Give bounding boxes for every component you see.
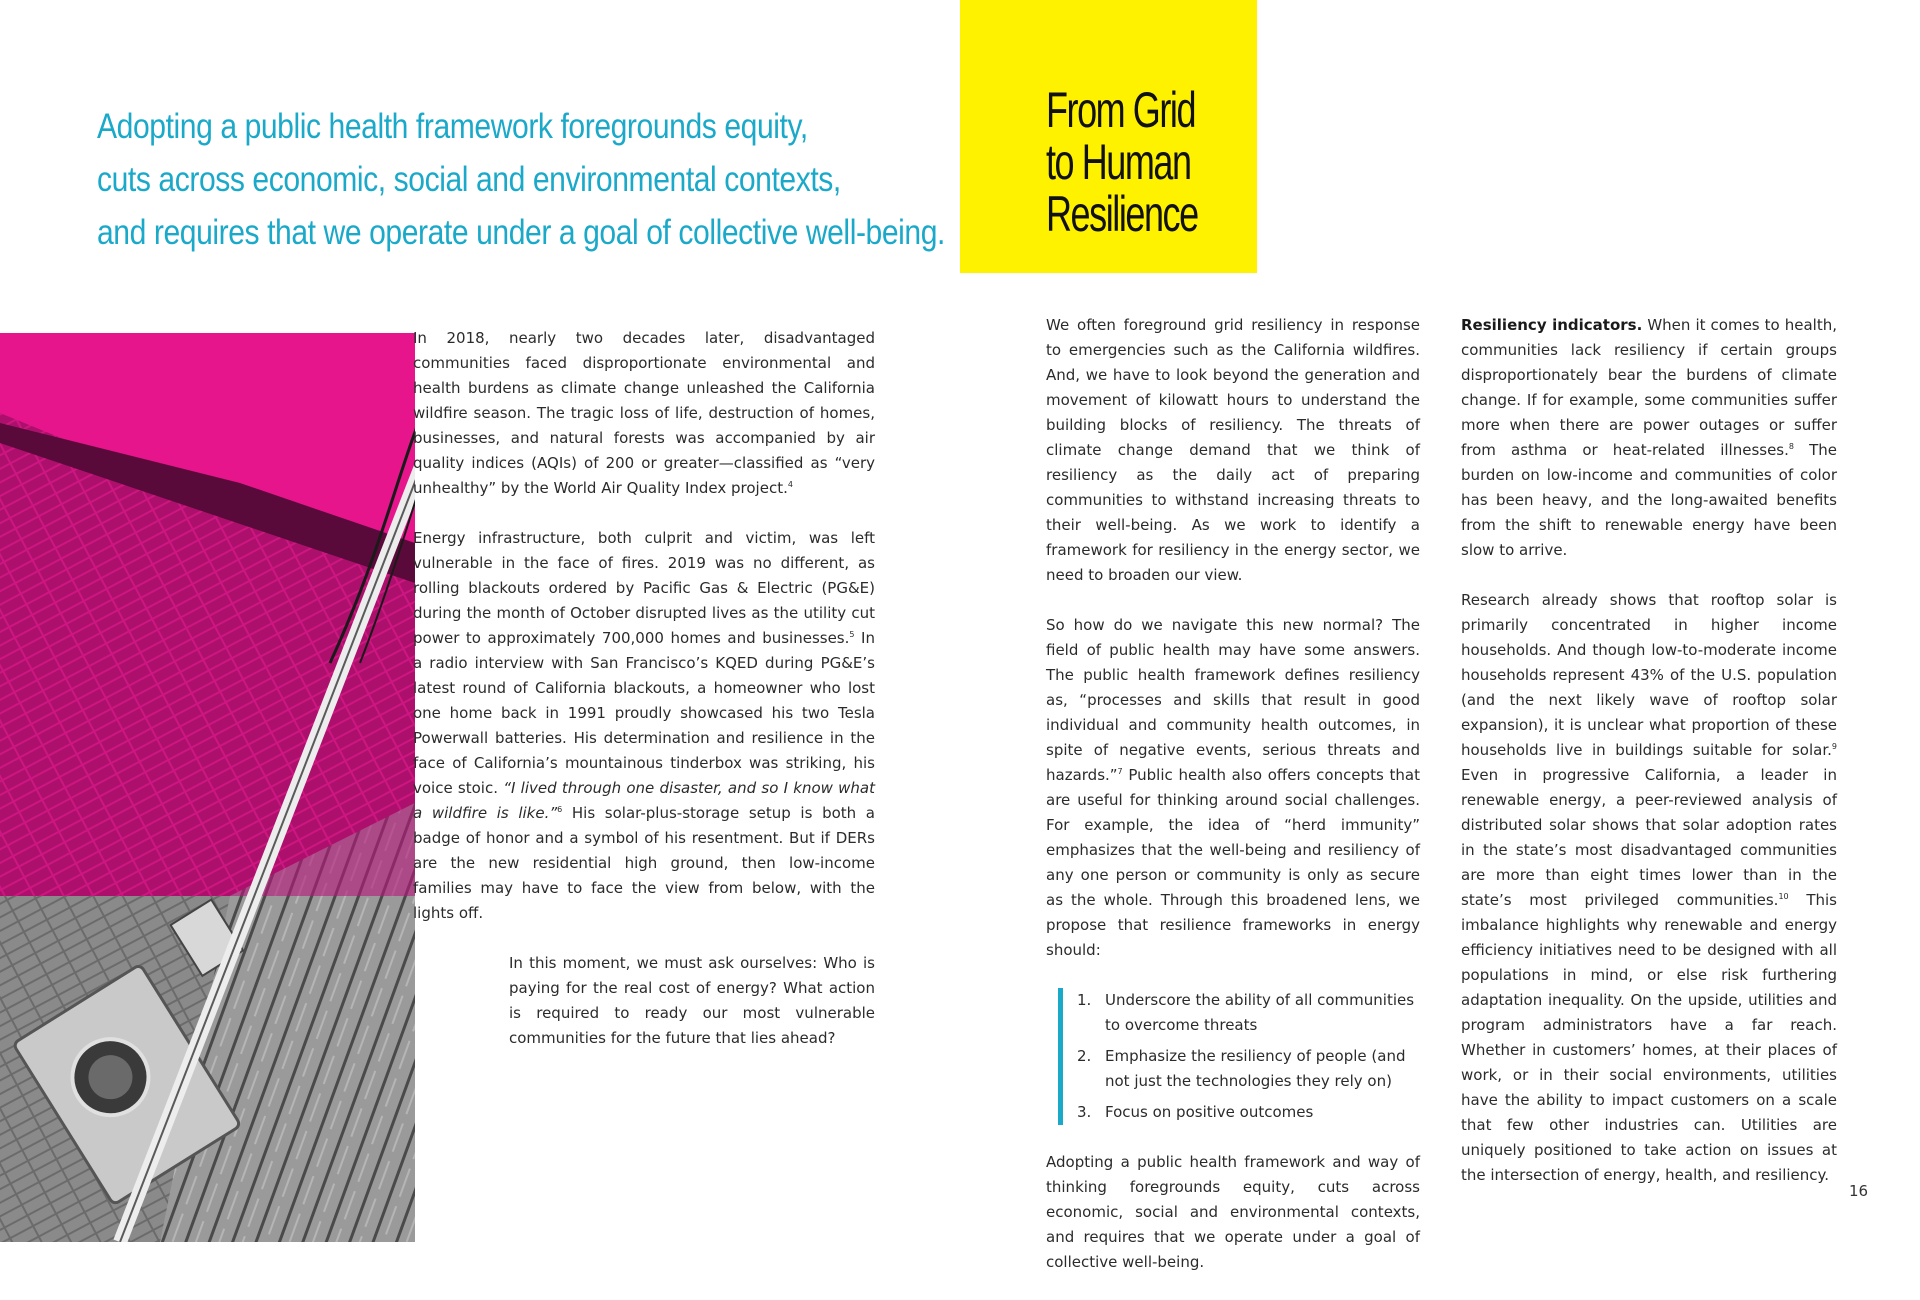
section-title-box xyxy=(960,0,1257,273)
paragraph-text: Public health also offers concepts that are useful for thinking around social challenges. For example, the idea of “herd immunity” emphasizes that the well-being and resiliency of any one person or community is only as secure as the whole. Through this broadened lens, we propose that resilience frameworks in energy should: xyxy=(1046,766,1420,959)
paragraph xyxy=(1461,588,1837,1188)
paragraph-text: The burden on low-income and communities of color has been heavy, and the long-awaited benefits from the shift to renewable energy have been slow to arrive. xyxy=(1461,441,1838,559)
paragraph xyxy=(509,951,875,1051)
numbered-list xyxy=(1058,988,1420,1125)
quote-text: “I lived through one disaster, and so I know what a wildfire is like.” xyxy=(413,779,875,822)
paragraph-text: Adopting a public health framework and way of thinking foregrounds equity, cuts across economic, social and environmental contexts, and requires that we operate under a goal of collective well-being. xyxy=(1046,1153,1420,1271)
paragraph xyxy=(1046,1150,1420,1275)
footnote-marker: 8 xyxy=(1788,442,1794,451)
pull-quote-line: Adopting a public health framework foregrounds equity, xyxy=(97,107,808,146)
paragraph-text: In this moment, we must ask ourselves: Who is paying for the real cost of energy? What action is required to ready our most vulnerable communities for the future that lies ahead? xyxy=(509,954,875,1047)
list-item xyxy=(1077,988,1420,1038)
right-text-column xyxy=(1461,313,1837,1213)
paragraph-text: When it comes to health, communities lack resiliency if certain groups disproportionately bear the burdens of climate change. If for example, some communities suffer more when there are power outages or suffer from asthma or heat-related illnesses. xyxy=(1461,316,1837,459)
list-number: 3. xyxy=(1077,1103,1092,1121)
paragraph xyxy=(413,326,875,501)
footnote-marker: 4 xyxy=(787,480,793,489)
footnote-marker: 10 xyxy=(1778,892,1789,901)
section-title-line: From Grid xyxy=(1046,82,1196,138)
paragraph-text: Even in progressive California, a leader in renewable energy, a peer-reviewed analysis of distributed solar shows that solar adoption rates in the state’s most disadvantaged communities are more than eight times lower than in the state’s most privileged communities. xyxy=(1461,766,1837,909)
pull-quote-line: cuts across economic, social and environmental contexts, xyxy=(97,160,841,199)
pull-quote xyxy=(97,100,945,259)
list-number: 1. xyxy=(1077,991,1092,1009)
paragraph-text: We often foreground grid resiliency in response to emergencies such as the California wildfires. And, we have to look beyond the generation and movement of kilowatt hours to understand the building blocks of resiliency. The threats of climate change demand that we think of resiliency as the daily act of preparing communities to withstand increasing threats to their well-being. As we work to identify a framework for resiliency in the energy sector, we need to broaden our view. xyxy=(1046,316,1420,584)
paragraph-text: His solar-plus-storage setup is both a badge of honor and a symbol of his resentment. But if DERs are the new residential high ground, then low-income families may have to face the view from below, with the lights off. xyxy=(413,804,875,922)
paragraph xyxy=(1046,313,1420,588)
footnote-marker: 7 xyxy=(1117,767,1123,776)
subheading: Resiliency indicators. xyxy=(1461,316,1643,334)
section-title-line: to Human xyxy=(1046,134,1191,190)
paragraph-text: In a radio interview with San Francisco’s KQED during PG&E’s latest round of California blackouts, a homeowner who lost one home back in 1991 proudly showcased his two Tesla Powerwall batteries. His determination and resilience in the face of California’s mountainous tinderbox was striking, his voice stoic. xyxy=(413,629,875,797)
paragraph-text: So how do we navigate this new normal? The field of public health may have some answers. The public health framework defines resiliency as, “processes and skills that result in good individual and community health outcomes, in spite of negative events, serious threats and hazards.” xyxy=(1046,616,1420,784)
left-text-column xyxy=(413,326,875,1076)
footnote-marker: 5 xyxy=(849,630,855,639)
footnote-marker: 9 xyxy=(1831,742,1837,751)
paragraph xyxy=(413,526,875,926)
pull-quote-line: and requires that we operate under a goal of collective well-being. xyxy=(97,213,945,252)
paragraph-text: Energy infrastructure, both culprit and victim, was left vulnerable in the face of fires. 2019 was no different, as rolling blackouts ordered by Pacific Gas & Electric (PG&E) during the month of October disrupted lives as the utility cut power to approximately 700,000 homes and businesses. xyxy=(413,529,875,647)
paragraph xyxy=(1046,613,1420,963)
list-text: Emphasize the resiliency of people (and not just the technologies they rely on) xyxy=(1105,1047,1406,1090)
list-item xyxy=(1077,1100,1420,1125)
list-item xyxy=(1077,1044,1420,1094)
utility-pole-photo xyxy=(0,333,415,1242)
list-text: Underscore the ability of all communities to overcome threats xyxy=(1105,991,1415,1034)
middle-text-column xyxy=(1046,313,1420,1300)
paragraph-text: Research already shows that rooftop solar is primarily concentrated in higher income households. And though low-to-moderate income households represent 43% of the U.S. population (and the next likely wave of rooftop solar expansion), it is unclear what proportion of these households live in buildings suitable for solar. xyxy=(1461,591,1837,759)
paragraph-text: In 2018, nearly two decades later, disadvantaged communities faced disproportionate environmental and health burdens as climate change unleashed the California wildfire season. The tragic loss of life, destruction of homes, businesses, and natural forests was accompanied by air quality indices (AQIs) of 200 or greater—classified as “very unhealthy” by the World Air Quality Index project. xyxy=(413,329,875,497)
page-number: 16 xyxy=(1849,1182,1869,1200)
paragraph xyxy=(1461,313,1837,563)
paragraph-text: This imbalance highlights why renewable and energy efficiency initiatives need to be designed with all populations in mind, or else risk furthering adaptation inequality. On the upside, utilities and program administrators have a far reach. Whether in customers’ homes, at their places of work, or in their social environments, utilities have the ability to impact customers on a scale that few other industries can. Utilities are uniquely positioned to take action on issues at the intersection of energy, health, and resiliency. xyxy=(1461,891,1837,1184)
section-title xyxy=(1046,84,1198,240)
list-number: 2. xyxy=(1077,1047,1092,1065)
footnote-marker: 6 xyxy=(557,805,563,814)
section-title-line: Resilience xyxy=(1046,186,1198,242)
list-text: Focus on positive outcomes xyxy=(1105,1103,1314,1121)
